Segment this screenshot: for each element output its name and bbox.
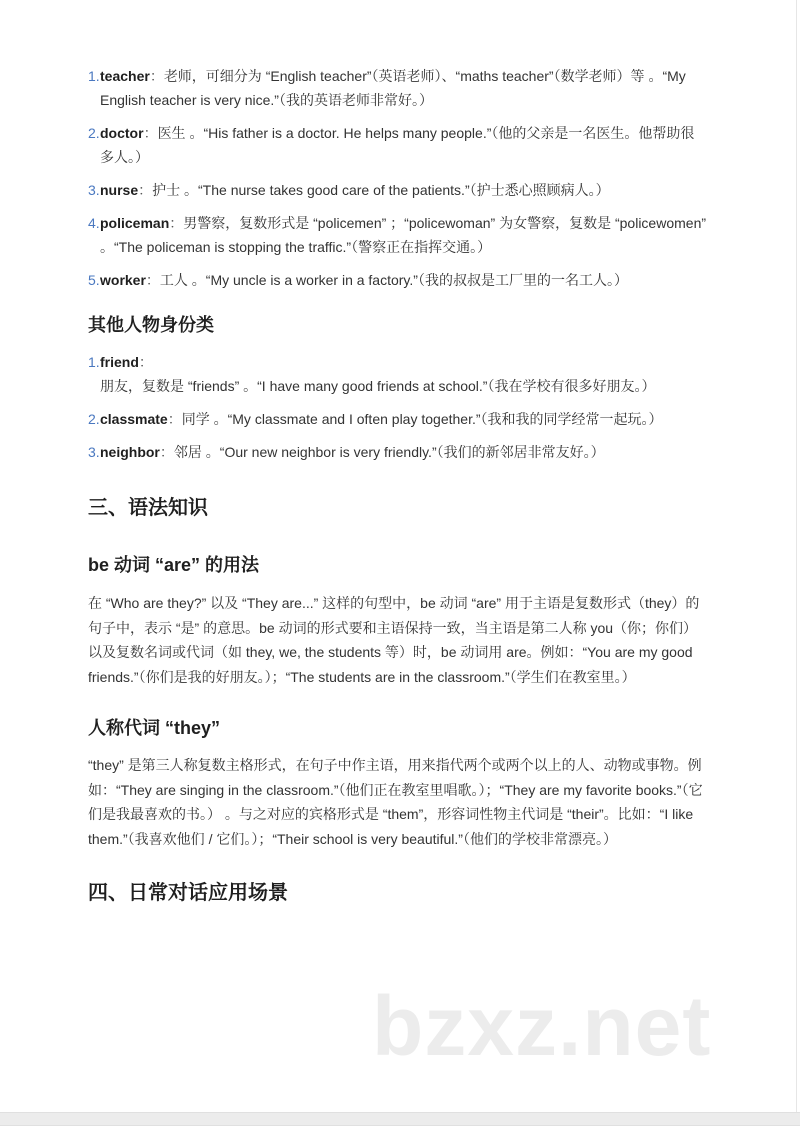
list-number: 1. — [88, 354, 100, 370]
vocab-description: 朋友，复数是 “friends” 。“I have many good friends at school.”（我在学校有很多好朋友。） — [100, 378, 656, 394]
vocab-word: classmate — [100, 411, 168, 427]
vocab-word: neighbor — [100, 444, 160, 460]
section-heading-other-identity: 其他人物身份类 — [88, 315, 214, 335]
list-item-policeman — [88, 211, 708, 259]
vocab-word: nurse — [100, 182, 139, 198]
section-heading-grammar: 三、语法知识 — [88, 497, 208, 519]
vocab-word: doctor — [100, 125, 144, 141]
list-number: 3. — [88, 444, 100, 460]
separator: ： — [143, 125, 158, 141]
list-item-teacher — [88, 64, 708, 112]
vocab-word: worker — [100, 272, 146, 288]
list-item-classmate — [88, 407, 708, 431]
vocab-description: 医生 。“His father is a doctor. He helps many people.”（他的父亲是一名医生。他帮助很多人。） — [100, 125, 695, 165]
list-item-neighbor — [88, 440, 708, 464]
vocab-description: 男警察，复数形式是 “policemen” ；“policewoman” 为女警察，复数是 “policewomen” 。“The policeman is stopping the traffic.”（警察正在指挥交通。） — [100, 215, 707, 255]
vocab-description: 老师，可细分为 “English teacher”（英语老师）、“maths teacher”（数学老师）等 。“My English teacher is very nice.”（我的英语老师非常好。） — [100, 68, 686, 108]
separator: ： — [145, 272, 160, 288]
identity-list — [88, 350, 708, 464]
list-number: 2. — [88, 411, 100, 427]
separator: ： — [138, 182, 153, 198]
vocab-description: 护士 。“The nurse takes good care of the patients.”（护士悉心照顾病人。） — [152, 182, 610, 198]
vocab-description: 同学 。“My classmate and I often play together.”（我和我的同学经常一起玩。） — [181, 411, 663, 427]
list-item-doctor — [88, 121, 708, 169]
subsection-heading-be-verb: be 动词 “are” 的用法 — [88, 555, 260, 575]
list-number: 1. — [88, 68, 100, 84]
section-heading-dialogue: 四、日常对话应用场景 — [88, 882, 288, 904]
page-separator — [0, 1112, 800, 1126]
vocab-word: friend — [100, 354, 139, 370]
separator: ： — [159, 444, 174, 460]
list-item-nurse — [88, 178, 708, 202]
they-pronoun-paragraph: “they” 是第三人称复数主格形式，在句子中作主语，用来指代两个或两个以上的人、动物或事物。例如：“They are singing in the classroom.”（他们正在教室里唱歌。）；“They are my favorite books.”（它们是我最喜欢的书。） 。与之对应的宾格形式是 “them”，形容词性物主代词是 “their”。比如：“I like them.”（我喜欢他们 / 它们。）；“Their school is very beautiful.”（他们的学校非常漂亮。） — [88, 757, 703, 847]
page-content — [88, 64, 708, 907]
list-number: 4. — [88, 215, 100, 231]
list-number: 2. — [88, 125, 100, 141]
watermark: bzxz.net — [372, 979, 712, 1073]
list-number: 3. — [88, 182, 100, 198]
vocab-description: 邻居 。“Our new neighbor is very friendly.”（我们的新邻居非常友好。） — [173, 444, 605, 460]
subsection-heading-they: 人称代词 “they” — [88, 718, 221, 738]
vocab-word: teacher — [100, 68, 150, 84]
list-number: 5. — [88, 272, 100, 288]
separator: ： — [167, 411, 182, 427]
separator: ： — [149, 68, 164, 84]
list-item-friend — [88, 350, 708, 398]
be-verb-paragraph: 在 “Who are they?” 以及 “They are...” 这样的句型中，be 动词 “are” 用于主语是复数形式（they）的句子中，表示 “是” 的意思。be 动词的形式要和主语保持一致，当主语是第二人称 you（你；你们）以及复数名词或代词（如 they, we, the students 等）时，be 动词用 are。例如：“You are my good friends.”（你们是我的好朋友。）；“The students are in the classroom.”（学生们在教室里。） — [88, 595, 700, 685]
vocab-word: policeman — [100, 215, 170, 231]
separator: ： — [169, 215, 184, 231]
vocab-description: 工人 。“My uncle is a worker in a factory.”（我的叔叔是工厂里的一名工人。） — [159, 272, 628, 288]
occupation-list — [88, 64, 708, 292]
list-item-worker — [88, 268, 708, 292]
separator: ： — [138, 354, 153, 370]
